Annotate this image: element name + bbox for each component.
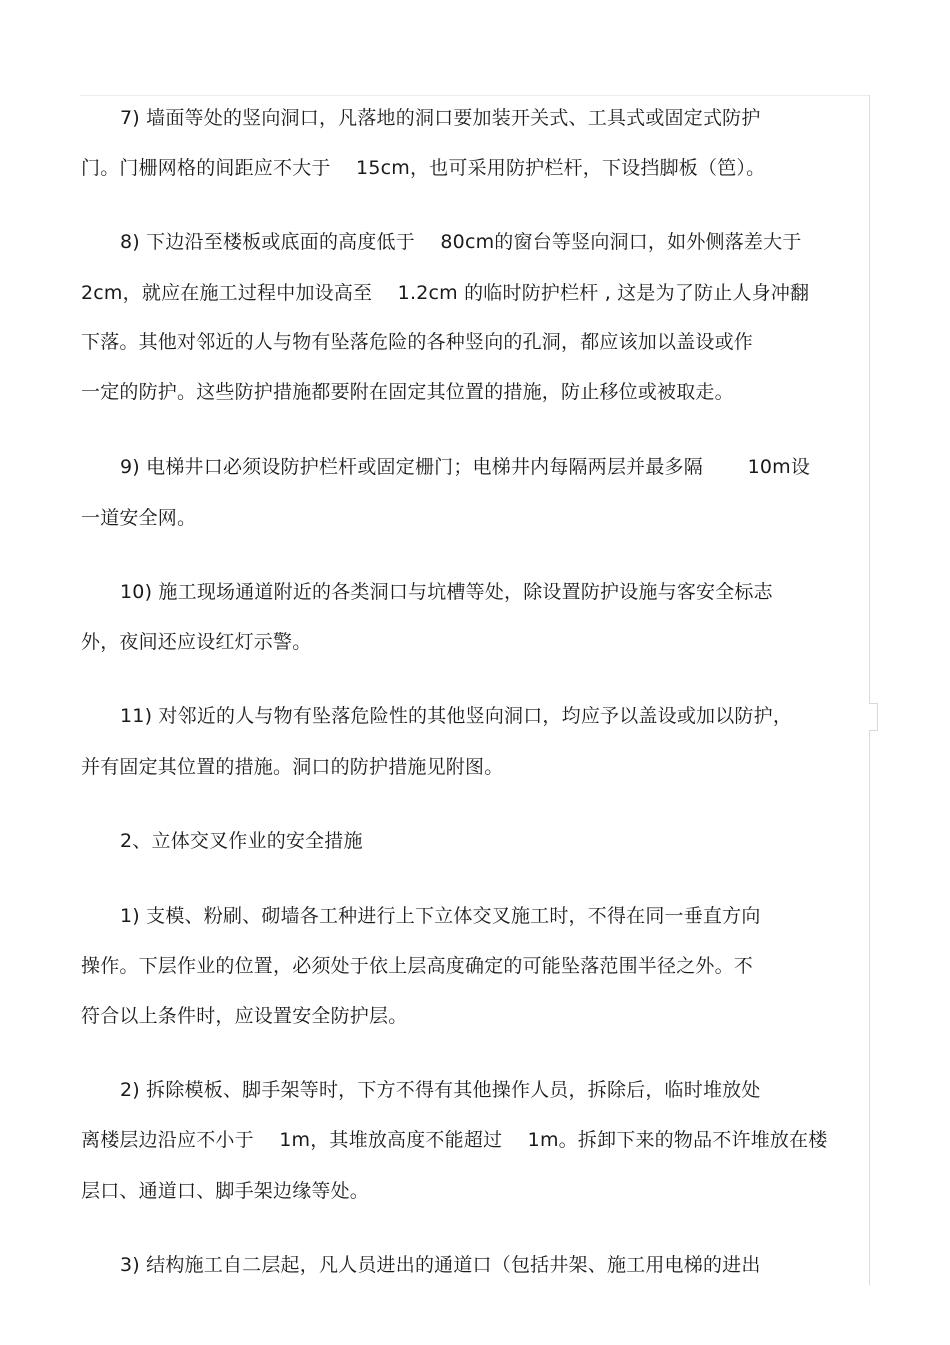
paragraph-7-line-2: 门。门栅网格的间距应不大于 15cm，也可采用防护栏杆，下设挡脚板（笆）。 <box>81 157 766 179</box>
paragraph-11-line-2: 并有固定其位置的措施。洞口的防护措施见附图。 <box>81 756 504 778</box>
margin-marker <box>869 703 878 731</box>
item-2-line-3: 层口、通道口、脚手架边缘等处。 <box>81 1180 370 1202</box>
paragraph-8-line-3: 下落。其他对邻近的人与物有坠落危险的各种竖向的孔洞，都应该加以盖设或作 <box>81 331 754 353</box>
paragraph-10-line-1: 10) 施工现场通道附近的各类洞口与坑槽等处，除设置防护设施与客安全标志 <box>120 581 773 603</box>
paragraph-8-line-2: 2cm，就应在施工过程中加设高至 1.2cm 的临时防护栏杆 , 这是为了防止人身冲翻 <box>81 282 810 304</box>
item-1-line-2: 操作。下层作业的位置，必须处于依上层高度确定的可能坠落范围半径之外。不 <box>81 955 754 977</box>
paragraph-11-line-1: 11) 对邻近的人与物有坠落危险性的其他竖向洞口，均应予以盖设或加以防护， <box>120 705 793 727</box>
section-heading: 2、立体交叉作业的安全措施 <box>120 830 363 852</box>
item-1-line-3: 符合以上条件时，应设置安全防护层。 <box>81 1005 408 1027</box>
paragraph-8-line-4: 一定的防护。这些防护措施都要附在固定其位置的措施，防止移位或被取走。 <box>81 381 734 403</box>
paragraph-9-line-1: 9) 电梯井口必须设防护栏杆或固定栅门；电梯井内每隔两层并最多隔 10m设 <box>120 456 811 478</box>
page-border-right <box>869 95 870 1285</box>
item-2-line-1: 2) 拆除模板、脚手架等时，下方不得有其他操作人员，拆除后，临时堆放处 <box>120 1079 761 1101</box>
paragraph-8-line-1: 8) 下边沿至楼板或底面的高度低于 80cm的窗台等竖向洞口，如外侧落差大于 <box>120 231 802 253</box>
item-2-line-2: 离楼层边沿应不小于 1m，其堆放高度不能超过 1m。拆卸下来的物品不许堆放在楼 <box>81 1129 828 1151</box>
item-1-line-1: 1) 支模、粉刷、砌墙各工种进行上下立体交叉施工时，不得在同一垂直方向 <box>120 905 761 927</box>
item-3-line-1: 3) 结构施工自二层起，凡人员进出的通道口（包括井架、施工用电梯的进出 <box>120 1254 761 1276</box>
paragraph-7-line-1: 7) 墙面等处的竖向洞口，凡落地的洞口要加装开关式、工具式或固定式防护 <box>120 107 761 129</box>
paragraph-9-line-2: 一道安全网。 <box>81 507 197 529</box>
paragraph-10-line-2: 外，夜间还应设红灯示警。 <box>81 631 312 653</box>
page-border-top <box>80 95 870 96</box>
